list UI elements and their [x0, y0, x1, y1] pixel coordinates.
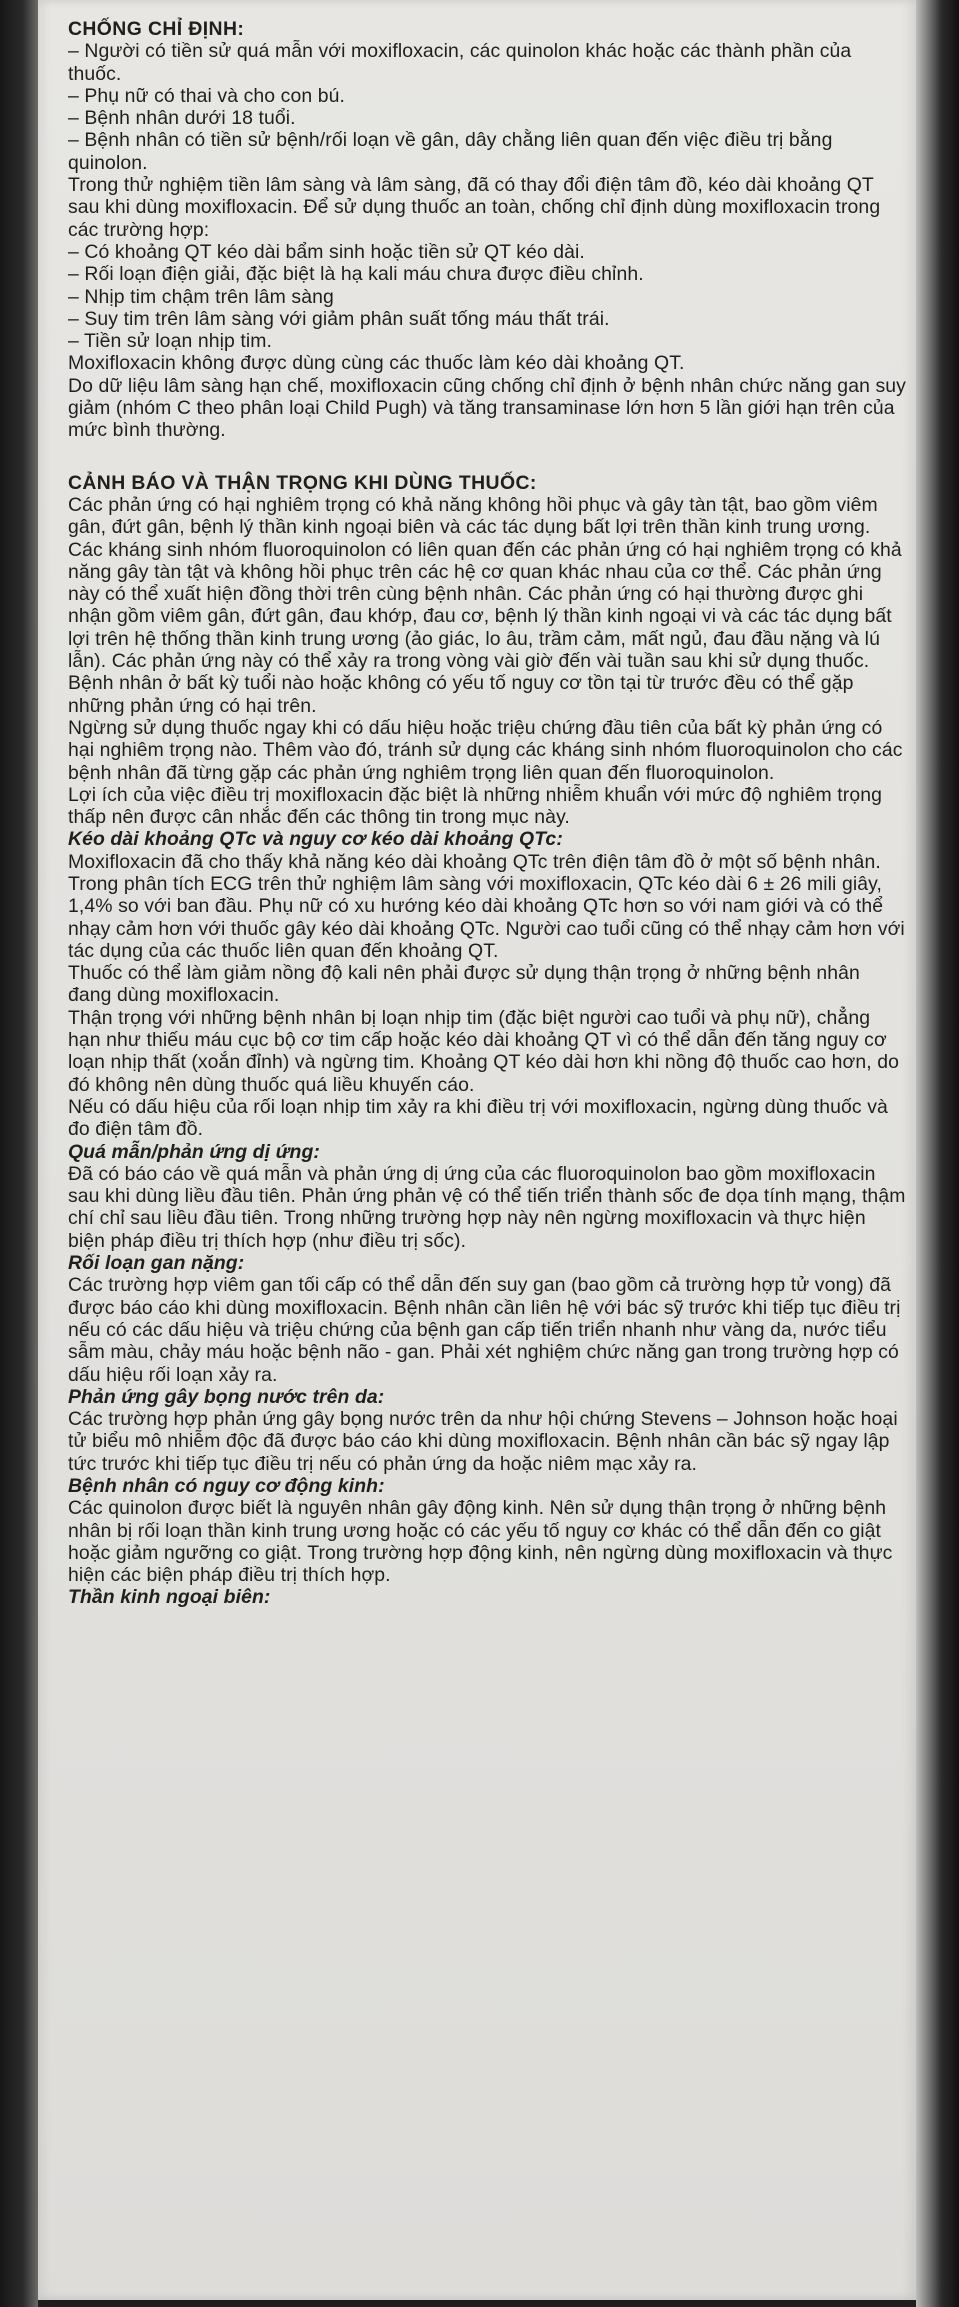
qtc-subheading: Kéo dài khoảng QTc và nguy cơ kéo dài khoảng QTc:	[68, 828, 563, 851]
background-left	[0, 0, 38, 2307]
list-item: – Người có tiền sử quá mẫn với moxifloxacin, các quinolon khác hoặc các thành phần của thuốc.	[68, 40, 852, 85]
seizure-subheading: Bệnh nhân có nguy cơ động kinh:	[68, 1475, 385, 1497]
skin-subheading: Phản ứng gây bọng nước trên da:	[68, 1385, 385, 1408]
leaflet-text	[68, 18, 908, 1609]
contraindications-list	[68, 40, 908, 174]
paragraph: Thuốc có thể làm giảm nồng độ kali nên phải được sử dụng thận trọng ở những bệnh nhân đang dùng moxifloxacin.	[68, 962, 860, 1007]
paragraph: Các phản ứng có hại nghiêm trọng có khả năng không hồi phục và gây tàn tật, bao gồm viêm gân, đứt gân, bệnh lý thần kinh ngoại biên và các tác dụng bất lợi trên thần kinh trung ương.	[68, 493, 878, 539]
qt-drugs-note: Moxifloxacin không được dùng cùng các thuốc làm kéo dài khoảng QT.	[68, 352, 685, 375]
paragraph: Ngừng sử dụng thuốc ngay khi có dấu hiệu hoặc triệu chứng đầu tiên của bất kỳ phản ứng có hại nghiêm trọng nào. Thêm vào đó, tránh sử dụng các kháng sinh nhóm fluoroquinolon cho các bệnh nhân đã từng gặp các phản ứng nghiêm trọng liên quan đến fluoroquinolon.	[68, 716, 903, 784]
paragraph: Các kháng sinh nhóm fluoroquinolon có liên quan đến các phản ứng có hại nghiêm trọng có khả năng gây tàn tật và không hồi phục trên các hệ cơ quan khác nhau của cơ thể. Các phản ứng này có thể xuất hiện đồng thời trên cùng bệnh nhân. Các phản ứng có hại thường được ghi nhận gồm viêm gân, đứt gân, đau khớp, đau cơ, bệnh lý thần kinh ngoại vi và các tác dụng bất lợi trên hệ thống thần kinh trung ương (ảo giác, lo âu, trầm cảm, mất ngủ, đau đầu nặng và lú lẫn). Các phản ứng này có thể xảy ra trong vòng vài giờ đến vài tuần sau khi sử dụng thuốc. Bệnh nhân ở bất kỳ tuổi nào hoặc không có yếu tố nguy cơ tồn tại từ trước đều có thể gặp những phản ứng có hại trên.	[68, 538, 902, 717]
warnings-section	[68, 472, 908, 1609]
hypersensitivity-subheading: Quá mẫn/phản ứng dị ứng:	[68, 1140, 320, 1163]
neuropathy-subheading: Thần kinh ngoại biên:	[68, 1586, 271, 1609]
list-item: – Tiền sử loạn nhịp tim.	[68, 330, 273, 353]
paragraph: Thận trọng với những bệnh nhân bị loạn nhịp tim (đặc biệt người cao tuổi và phụ nữ), chẳng hạn như thiếu máu cục bộ cơ tim cấp hoặc kéo dài khoảng QT vì có thể dẫn đến tăng nguy cơ loạn nhịp thất (xoắn đỉnh) và ngừng tim. Khoảng QT kéo dài hơn khi nồng độ thuốc cao hơn, do đó không nên dùng thuốc quá liều khuyến cáo.	[68, 1006, 899, 1096]
list-item: – Nhịp tim chậm trên lâm sàng	[68, 285, 334, 308]
qt-conditions-list	[68, 241, 908, 352]
liver-subheading: Rối loạn gan nặng:	[68, 1252, 245, 1275]
list-item: – Bệnh nhân có tiền sử bệnh/rối loạn về gân, dây chằng liên quan đến việc điều trị bằng quinolon.	[68, 129, 833, 174]
paragraph: Các trường hợp viêm gan tối cấp có thể dẫn đến suy gan (bao gồm cả trường hợp tử vong) đã được báo cáo khi dùng moxifloxacin. Bệnh nhân cần liên hệ với bác sỹ trước khi tiếp tục điều trị nếu có các dấu hiệu và triệu chứng của bệnh gan cấp tiến triển nhanh như vàng da, nước tiểu sẫm màu, chảy máu hoặc bệnh não - gan. Phải xét nghiệm chức năng gan trong trường hợp có dấu hiệu rối loạn xảy ra.	[68, 1274, 901, 1386]
list-item: – Bệnh nhân dưới 18 tuổi.	[68, 107, 296, 130]
list-item: – Phụ nữ có thai và cho con bú.	[68, 84, 345, 107]
paragraph: Nếu có dấu hiệu của rối loạn nhịp tim xảy ra khi điều trị với moxifloxacin, ngừng dùng thuốc và đo điện tâm đồ.	[68, 1095, 888, 1141]
warnings-heading: CẢNH BÁO VÀ THẬN TRỌNG KHI DÙNG THUỐC:	[68, 471, 537, 494]
contraindications-heading: CHỐNG CHỈ ĐỊNH:	[68, 18, 245, 40]
paragraph: Các quinolon được biết là nguyên nhân gây động kinh. Nên sử dụng thận trọng ở những bệnh nhân bị rối loạn thần kinh trung ương hoặc có các yếu tố nguy cơ khác có thể dẫn đến co giật hoặc giảm ngưỡng co giật. Trong trường hợp động kinh, nên ngừng dùng moxifloxacin và thực hiện các biện pháp điều trị thích hợp.	[68, 1497, 893, 1587]
contraindications-section	[68, 18, 908, 442]
list-item: – Suy tim trên lâm sàng với giảm phân suất tống máu thất trái.	[68, 307, 610, 330]
qt-intro-paragraph: Trong thử nghiệm tiền lâm sàng và lâm sàng, đã có thay đổi điện tâm đồ, kéo dài khoảng QT sau khi dùng moxifloxacin. Để sử dụng thuốc an toàn, chống chỉ định dùng moxifloxacin trong các trường hợp:	[68, 174, 881, 241]
paragraph: Đã có báo cáo về quá mẫn và phản ứng dị ứng của các fluoroquinolon bao gồm moxifloxacin sau khi dùng liều đầu tiên. Phản ứng phản vệ có thể tiến triển thành sốc đe dọa tính mạng, thậm chí chỉ sau liều đầu tiên. Trong những trường hợp này nên ngừng moxifloxacin và thực hiện biện pháp điều trị thích hợp (như điều trị sốc).	[68, 1162, 906, 1252]
paragraph: Moxifloxacin đã cho thấy khả năng kéo dài khoảng QTc trên điện tâm đồ ở một số bệnh nhân. Trong phân tích ECG trên thử nghiệm lâm sàng với moxifloxacin, QTc kéo dài 6 ± 26 mili giây, 1,4% so với ban đầu. Phụ nữ có xu hướng kéo dài khoảng QTc hơn so với nam giới và có thể nhạy cảm hơn với thuốc gây kéo dài khoảng QTc. Người cao tuổi cũng có thể nhạy cảm hơn với tác dụng của các thuốc liên quan đến khoảng QT.	[68, 850, 905, 962]
paragraph: Lợi ích của việc điều trị moxifloxacin đặc biệt là những nhiễm khuẩn với mức độ nghiêm trọng thấp nên được cân nhắc đến các thông tin trong mục này.	[68, 783, 882, 829]
list-item: – Rối loạn điện giải, đặc biệt là hạ kali máu chưa được điều chỉnh.	[68, 263, 644, 286]
liver-contraindication-note: Do dữ liệu lâm sàng hạn chế, moxifloxacin cũng chống chỉ định ở bệnh nhân chức năng gan suy giảm (nhóm C theo phân loại Child Pugh) và tăng transaminase lớn hơn 5 lần giới hạn trên của mức bình thường.	[68, 374, 906, 442]
paragraph: Các trường hợp phản ứng gây bọng nước trên da như hội chứng Stevens – Johnson hoặc hoại tử biểu mô nhiễm độc đã được báo cáo khi dùng moxifloxacin. Bệnh nhân cần bác sỹ ngay lập tức trước khi tiếp tục điều trị nếu có phản ứng da hoặc niêm mạc xảy ra.	[68, 1408, 898, 1475]
list-item: – Có khoảng QT kéo dài bẩm sinh hoặc tiền sử QT kéo dài.	[68, 240, 585, 263]
page-edge-shadow	[916, 0, 959, 2307]
